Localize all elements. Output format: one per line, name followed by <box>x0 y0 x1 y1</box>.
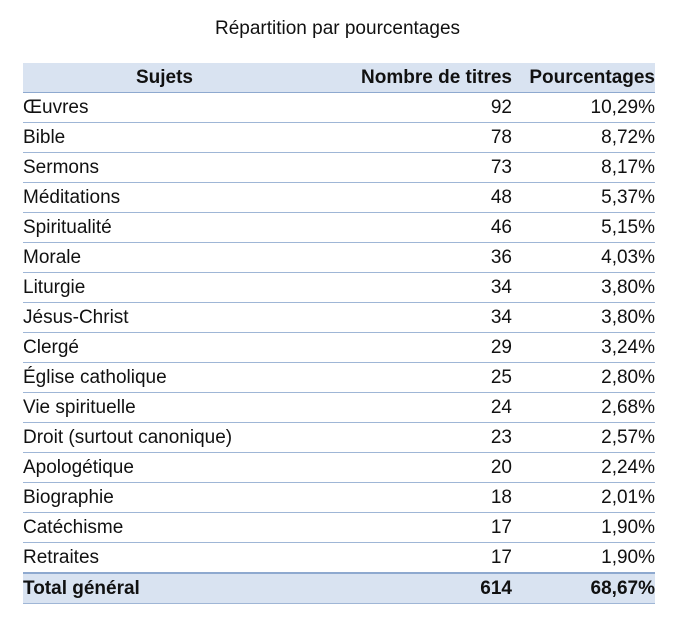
cell-pourcentage: 2,01% <box>601 487 655 508</box>
table-row <box>23 513 655 543</box>
table-row <box>23 483 655 513</box>
cell-pourcentage: 2,80% <box>601 367 655 388</box>
cell-pourcentage: 8,72% <box>601 127 655 148</box>
cell-nombre: 34 <box>490 307 512 328</box>
table-row <box>23 453 655 483</box>
percentage-table <box>23 63 655 604</box>
table-row <box>23 123 655 153</box>
table-row <box>23 153 655 183</box>
cell-nombre: 46 <box>490 217 512 238</box>
cell-sujet: Liturgie <box>23 277 86 298</box>
table-body <box>23 93 655 574</box>
cell-pourcentage: 8,17% <box>601 157 655 178</box>
cell-sujet: Droit (surtout canonique) <box>23 427 233 448</box>
cell-nombre: 48 <box>490 187 512 208</box>
cell-nombre: 24 <box>490 397 512 418</box>
cell-nombre: 18 <box>490 487 512 508</box>
cell-sujet: Église catholique <box>23 367 167 388</box>
cell-nombre: 92 <box>490 97 512 118</box>
table-row <box>23 243 655 273</box>
cell-nombre: 25 <box>490 367 512 388</box>
table-row <box>23 303 655 333</box>
cell-pourcentage: 5,15% <box>601 217 655 238</box>
column-header-pourcentages: Pourcentages <box>529 67 655 88</box>
cell-sujet: Spiritualité <box>23 217 112 238</box>
cell-pourcentage: 2,68% <box>601 397 655 418</box>
cell-pourcentage: 5,37% <box>601 187 655 208</box>
cell-sujet: Catéchisme <box>23 517 124 538</box>
total-pourcentage: 68,67% <box>590 578 655 599</box>
cell-sujet: Méditations <box>23 187 121 208</box>
cell-pourcentage: 1,90% <box>601 517 655 538</box>
cell-sujet: Retraites <box>23 547 100 568</box>
cell-sujet: Bible <box>23 127 66 148</box>
cell-pourcentage: 10,29% <box>590 97 655 118</box>
cell-nombre: 34 <box>490 277 512 298</box>
cell-pourcentage: 3,24% <box>601 337 655 358</box>
cell-nombre: 78 <box>490 127 512 148</box>
total-label: Total général <box>23 578 140 599</box>
table-row <box>23 393 655 423</box>
cell-sujet: Apologétique <box>23 457 134 478</box>
cell-pourcentage: 2,57% <box>601 427 655 448</box>
cell-nombre: 36 <box>490 247 512 268</box>
table-row <box>23 333 655 363</box>
cell-nombre: 17 <box>490 517 512 538</box>
table-row <box>23 543 655 574</box>
cell-nombre: 23 <box>490 427 512 448</box>
column-header-sujets: Sujets <box>135 67 194 88</box>
page-title: Répartition par pourcentages <box>214 18 461 39</box>
table-row <box>23 423 655 453</box>
cell-pourcentage: 1,90% <box>601 547 655 568</box>
cell-pourcentage: 4,03% <box>601 247 655 268</box>
table-row <box>23 183 655 213</box>
cell-sujet: Sermons <box>23 157 100 178</box>
cell-sujet: Clergé <box>23 337 79 358</box>
cell-sujet: Jésus-Christ <box>23 307 129 328</box>
cell-pourcentage: 3,80% <box>601 277 655 298</box>
table-header-row <box>23 63 655 93</box>
table-row <box>23 93 655 123</box>
cell-nombre: 17 <box>490 547 512 568</box>
cell-sujet: Œuvres <box>23 97 89 118</box>
cell-pourcentage: 3,80% <box>601 307 655 328</box>
cell-sujet: Biographie <box>23 487 114 508</box>
table-row <box>23 363 655 393</box>
table-row <box>23 213 655 243</box>
cell-pourcentage: 2,24% <box>601 457 655 478</box>
cell-nombre: 73 <box>490 157 512 178</box>
cell-nombre: 20 <box>490 457 512 478</box>
cell-nombre: 29 <box>490 337 512 358</box>
column-header-nombre: Nombre de titres <box>361 67 512 88</box>
total-row <box>23 573 655 604</box>
total-nombre: 614 <box>480 578 512 599</box>
cell-sujet: Morale <box>23 247 82 268</box>
cell-sujet: Vie spirituelle <box>23 397 136 418</box>
table-row <box>23 273 655 303</box>
